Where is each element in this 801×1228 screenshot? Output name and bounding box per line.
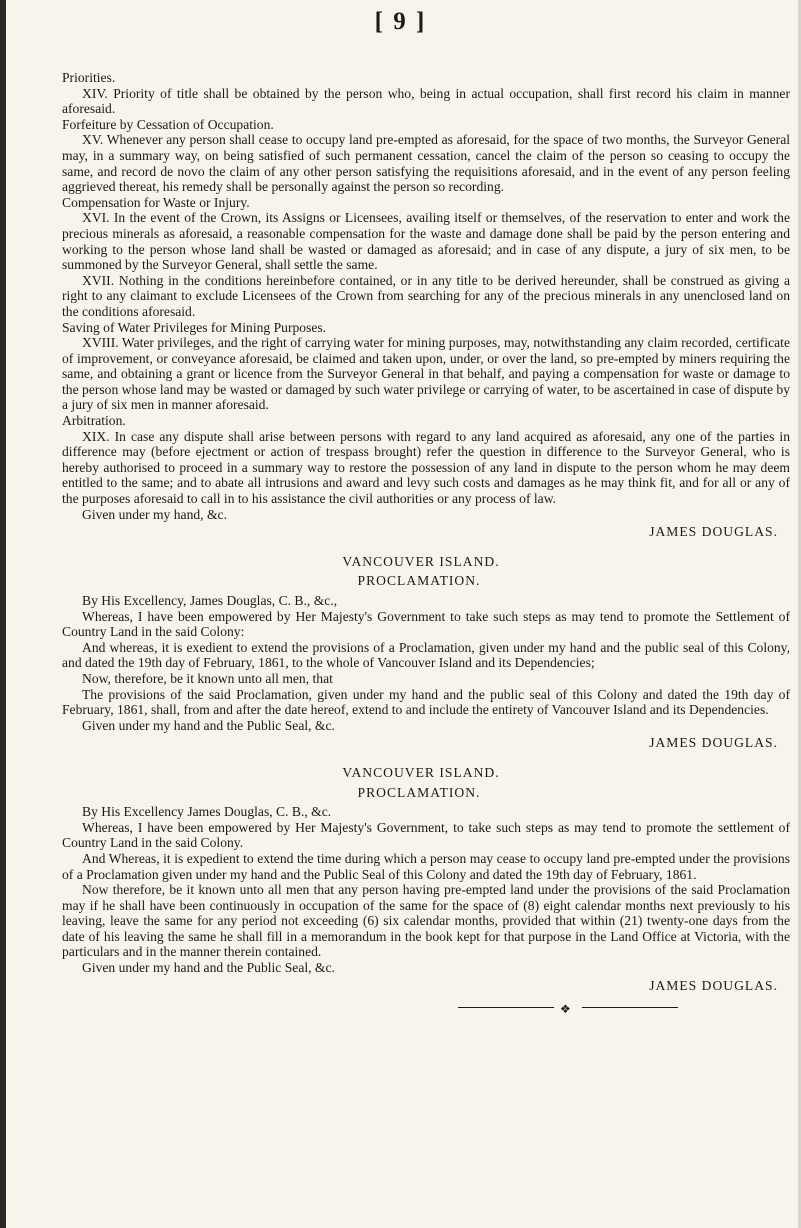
end-ornament <box>458 1001 678 1015</box>
clause-xvi: XVI. In the event of the Crown, its Assigns or Licensees, availing itself or themselves, of the reservation to enter and work the precious minerals as aforesaid, a reasonable compensation for the waste and damage done shall be paid by the person entering and working to the person whose land shall be wasted or damaged as aforesaid; and in case of any dispute, a jury of six men, to be summoned by the Surveyor General, shall settle the same. <box>62 210 790 273</box>
ornament-left-rule <box>458 1007 554 1008</box>
proclamation-1-by: By His Excellency, James Douglas, C. B., &c., <box>82 593 338 608</box>
clause-xix: XIX. In case any dispute shall arise between persons with regard to any land acquired as aforesaid, any one of the parties in difference may (before ejectment or action of trespass brought) refer the question in difference to the Surveyor General, who is hereby authorised to proceed in a summary way to restore the possession of any land in dispute to the person whom he may deem entitled to the same; and to abate all intrusions and award and levy such costs and damages as he may think fit, and for all or any of the purposes aforesaid to call in to his assistance the civil authorities or any process of law. <box>62 428 790 507</box>
proclamation-2-by: By His Excellency James Douglas, C. B., &c. <box>82 804 332 820</box>
ornament-right-rule <box>582 1007 678 1008</box>
proclamation-1-provisions: The provisions of the said Proclamation, given under my hand and the public seal of this Colony and dated the 19th day of February, 1861, shall, from and after the date hereof, extend to and include the entirety of Vancouver Island and its Dependencies. <box>62 686 790 718</box>
proclamation-2-title: VANCOUVER ISLAND. <box>342 764 500 780</box>
section-heading-water: Saving of Water Privileges for Mining Purposes. <box>62 319 327 335</box>
clause-xiv: XIV. Priority of title shall be obtained by the person who, being in actual occupation, shall first record his claim in manner aforesaid. <box>62 85 790 117</box>
proclamation-1-title: VANCOUVER ISLAND. <box>342 553 500 569</box>
given-under-hand-1: Given under my hand, &c. <box>82 506 227 522</box>
proclamation-1-given: Given under my hand and the Public Seal, &c. <box>82 717 335 733</box>
proclamation-2-now: Now therefore, be it known unto all men that any person having pre-empted land under the provisions of the said Proclamation may if he shall have been continuously in occupation of the same for the space of (8) eight calendar months next previously to his leaving, leave the same for any period not exceeding (6) six calendar months, provided that within (21) twenty-one days from the date of his leaving the same he shall fill in a memorandum in the book kept for that purpose in the Land Office at Victoria, with the particulars and in the manner therein contained. <box>62 882 790 960</box>
proclamation-2-whereas-2: And Whereas, it is expedient to extend the time during which a person may cease to occupy land pre-empted under the provisions of a Proclamation given under my hand and the Public Seal of this Colony and dated the 19th day of February, 1861. <box>62 850 790 882</box>
page-edge-rule <box>0 0 6 1228</box>
proclamation-2-subtitle: PROCLAMATION. <box>357 784 481 800</box>
document-body <box>62 70 790 1015</box>
signature-2: JAMES DOUGLAS. <box>649 735 778 751</box>
proclamation-2-given: Given under my hand and the Public Seal, &c. <box>82 960 335 976</box>
proclamation-1-whereas-1: Whereas, I have been empowered by Her Majesty's Government to take such steps as may tend to promote the Settlement of Country Land in the said Colony: <box>62 608 790 640</box>
section-heading-arbitration: Arbitration. <box>62 413 126 429</box>
section-heading-forfeiture: Forfeiture by Cessation of Occupation. <box>62 116 274 132</box>
section-heading-priorities: Priorities. <box>62 70 116 85</box>
section-heading-compensation: Compensation for Waste or Injury. <box>62 194 250 210</box>
clause-xv: XV. Whenever any person shall cease to occupy land pre-empted as aforesaid, for the space of two months, the Surveyor General may, in a summary way, on being satisfied of such permanent cessation, cancel the claim of the person so ceasing to occupy the same, and record de novo the claim of any other person satisfying the requisitions aforesaid, and in the event of any person feeling aggrieved thereat, his remedy shall be personally against the person so recording. <box>62 132 790 195</box>
signature-1: JAMES DOUGLAS. <box>649 524 778 540</box>
proclamation-1-now: Now, therefore, be it known unto all men, that <box>82 670 333 686</box>
signature-3: JAMES DOUGLAS. <box>649 977 778 993</box>
clause-xvii: XVII. Nothing in the conditions hereinbefore contained, or in any title to be derived hereunder, shall be construed as giving a right to any claimant to exclude Licensees of the Crown from searching for any of the precious minerals in any unenclosed land on the conditions aforesaid. <box>62 272 790 319</box>
proclamation-1-whereas-2: And whereas, it is exedient to extend the provisions of a Proclamation, given under my hand and the public seal of this Colony, and dated the 19th day of February, 1861, to the whole of Vancouver Island and its Dependencies; <box>62 639 790 671</box>
proclamation-2-whereas-1: Whereas, I have been empowered by Her Majesty's Government, to take such steps as may tend to promote the settlement of Country Land in the said Colony. <box>62 819 790 851</box>
ornament-dot-icon: ❖ <box>560 1002 571 1017</box>
clause-xviii: XVIII. Water privileges, and the right of carrying water for mining purposes, may, notwithstanding any claim recorded, certificate of improvement, or conveyance aforesaid, be claimed and taken upon, under, or over the land, so pre-empted by miners requiring the same, and obtaining a grant or licence from the Surveyor General in that behalf, and paying a compensation for waste or damage to the person whose land may be wasted or damaged by such water privilege or carrying of water, to be ascertained in case of dispute by a jury of six men in manner aforesaid. <box>62 335 790 413</box>
page-number: [ 9 ] <box>374 8 427 35</box>
proclamation-1-subtitle: PROCLAMATION. <box>357 573 481 589</box>
